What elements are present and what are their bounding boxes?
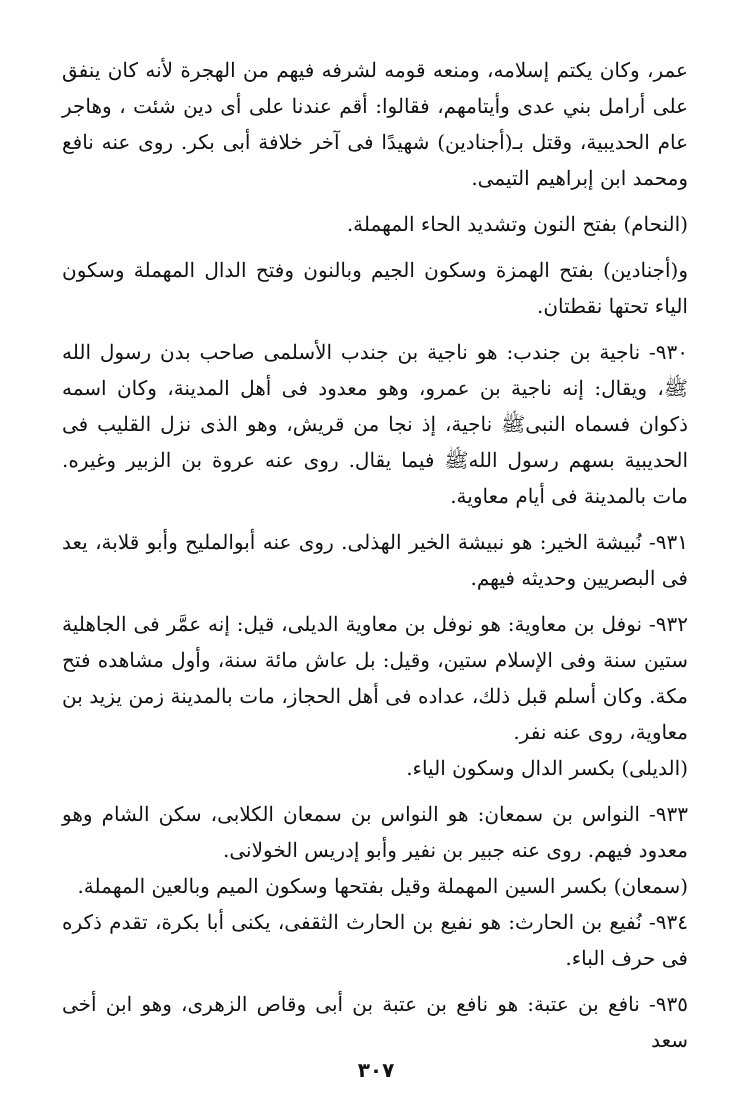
entry-934-nufay: ٩٣٤- نُفيع بن الحارث: هو نفيع بن الحارث الثقفى، يكنى أبا بكرة، تقدم ذكره فى حرف الباء. bbox=[62, 910, 688, 970]
page-body bbox=[62, 52, 688, 1052]
paragraph-siman-note: (سمعان) بكسر السين المهملة وقيل بفتحها وسكون الميم وبالعين المهملة. bbox=[77, 874, 688, 898]
page-number: ٣٠٧ bbox=[357, 1058, 395, 1082]
entry-935-nafi: ٩٣٥- نافع بن عتبة: هو نافع بن عتبة بن أبى وقاص الزهرى، وهو ابن أخى سعد bbox=[62, 992, 688, 1052]
paragraph-dili-note: (الديلى) بكسر الدال وسكون الياء. bbox=[406, 756, 688, 780]
paragraph-ajnadin-note: و(أجنادين) بفتح الهمزة وسكون الجيم وبالنون وفتح الدال المهملة وسكون الياء تحتها نقطتان. bbox=[62, 258, 688, 318]
entry-931-nubaysha: ٩٣١- نُبيشة الخير: هو نبيشة الخير الهذلى. روى عنه أبوالمليح وأبو قلابة، يعد فى البصريين وحديثه فيهم. bbox=[62, 530, 688, 590]
paragraph-umar-continuation: عمر، وكان يكتم إسلامه، ومنعه قومه لشرفه فيهم من الهجرة لأنه كان ينفق على أرامل بني عدى وأيتامهم، فقالوا: أقم عندنا على أى دين شئت ، وهاجر عام الحديبية، وقتل بـ(أجنادين) شهيدًا فى آخر خلافة أبى بكر. روى عنه نافع ومحمد ابن إبراهيم التيمى. bbox=[62, 58, 688, 190]
paragraph-nahham-note: (النحام) بفتح النون وتشديد الحاء المهملة. bbox=[346, 212, 688, 236]
entry-930-najiya: ٩٣٠- ناجية بن جندب: هو ناجية بن جندب الأسلمى صاحب بدن رسول الله ﷺ، ويقال: إنه ناجية بن عمرو، وهو معدود فى أهل المدينة، وكان اسمه ذكوان فسماه النبىﷺ ناجية، إذ نجا من قريش، وهو الذى نزل القليب فى الحديبية بسهم رسول اللهﷺ فيما يقال. روى عنه عروة بن الزبير وغيره. مات بالمدينة فى أيام معاوية. bbox=[62, 340, 688, 508]
entry-932-nawfal: ٩٣٢- نوفل بن معاوية: هو نوفل بن معاوية الديلى، قيل: إنه عمَّر فى الجاهلية ستين سنة وفى الإسلام ستين، وقيل: بل عاش مائة سنة، وأول مشاهده فتح مكة. وكان أسلم قبل ذلك، عداده فى أهل الحجاز، مات بالمدينة زمن يزيد بن معاوية، روى عنه نفر. bbox=[62, 612, 688, 744]
entry-933-nawwas: ٩٣٣- النواس بن سمعان: هو النواس بن سمعان الكلابى، سكن الشام وهو معدود فيهم. روى عنه جبير بن نفير وأبو إدريس الخولانى. bbox=[62, 802, 688, 862]
